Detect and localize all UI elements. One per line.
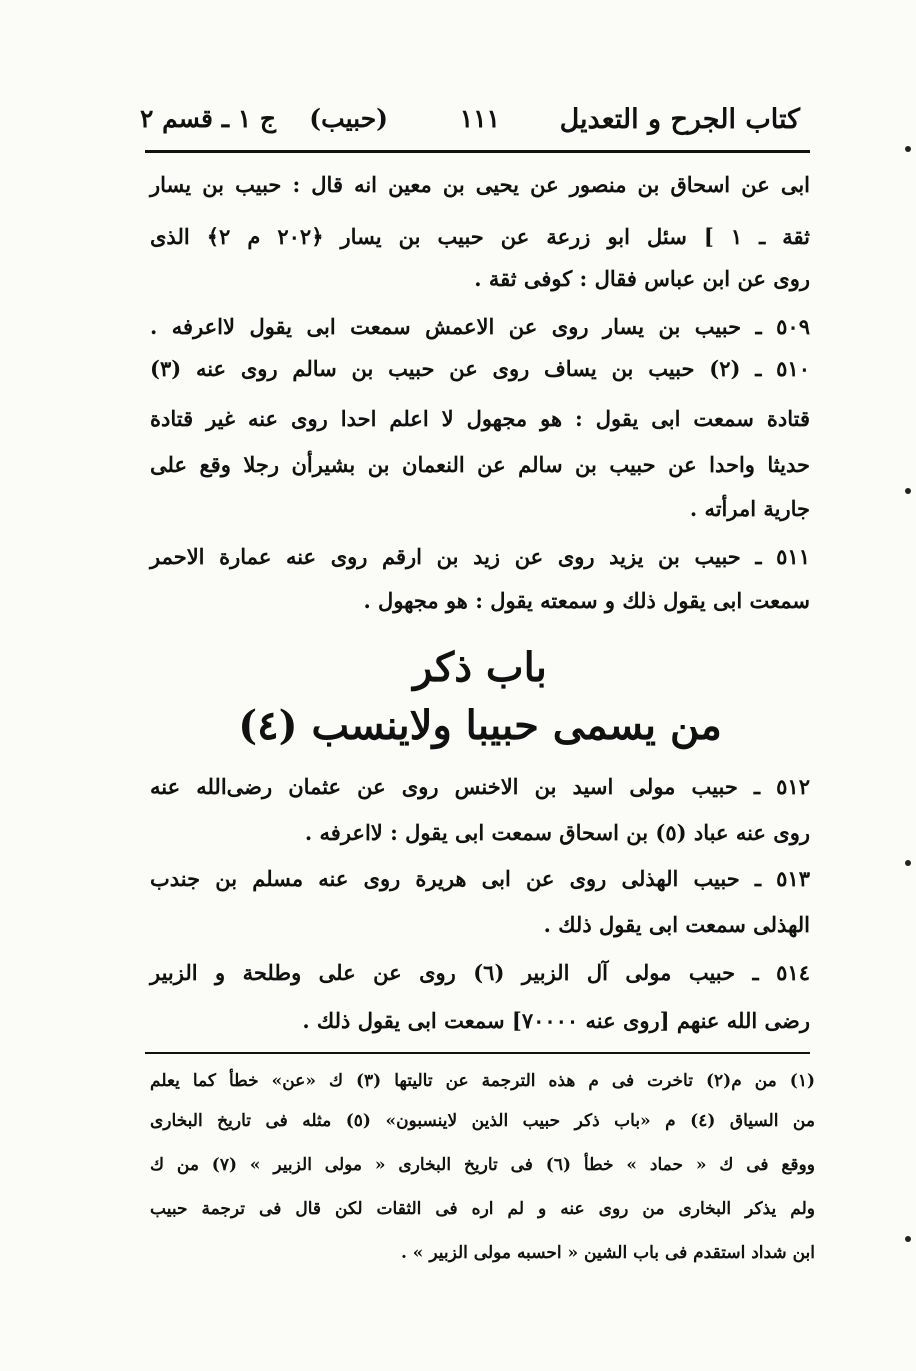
footnote-line: ابن شداد استقدم فى باب الشين « احسبه مولى الزبير » . (400, 1243, 815, 1263)
header-part: ج ١ ـ قسم ٢ (139, 104, 276, 133)
body-line: روى عن ابن عباس فقال : كوفى ثقة . (474, 266, 810, 291)
body-line: ثقة ـ ١ ] سئل ابو زرعة عن حبيب بن يسار ﴿٢٠٢ م ٢﴾ الذى (150, 224, 811, 249)
footnote-rule (145, 1052, 810, 1054)
body-line: جارية امرأته . (689, 496, 810, 521)
body-line: روى عنه عباد (٥) بن اسحاق سمعت ابى يقول : لااعرفه . (304, 820, 810, 845)
entry-510: ٥١٠ ـ (٢) حبيب بن يساف روى عن حبيب بن سالم روى عنه (٣) (150, 356, 810, 381)
chapter-subtitle: من يسمى حبيبا ولاينسب (٤) (238, 702, 722, 749)
scan-speck (905, 146, 911, 152)
body-line: سمعت ابى يقول ذلك و سمعته يقول : هو مجهول . (363, 588, 810, 613)
entry-509: ٥٠٩ ـ حبيب بن يسار روى عن الاعمش سمعت ابى يقول لااعرفه . (150, 314, 810, 339)
header-topic: (حبيب) (309, 104, 388, 133)
body-line: قتادة سمعت ابى يقول : هو مجهول لا اعلم احدا روى عنه غير قتادة (150, 406, 810, 431)
scan-speck (905, 860, 911, 866)
entry-511: ٥١١ ـ حبيب بن يزيد روى عن زيد بن ارقم روى عنه عمارة الاحمر (150, 544, 810, 569)
page-number: ١١١ (459, 104, 500, 133)
body-line: ابى عن اسحاق بن منصور عن يحيى بن معين انه قال : حبيب بن يسار (150, 172, 810, 197)
scan-speck (905, 1236, 911, 1242)
entry-513: ٥١٣ ـ حبيب الهذلى روى عن ابى هريرة روى عنه مسلم بن جندب (150, 866, 810, 891)
footnote-line: ولم يذكر البخارى من روى عنه و لم اره فى الثقات لكن قال فى ترجمة حبيب (150, 1199, 815, 1219)
body-line: الهذلى سمعت ابى يقول ذلك . (543, 912, 810, 937)
footnote-line: (١) من م(٢) تاخرت فى م هذه الترجمة عن تاليتها (٣) ك «عن» خطأ كما يعلم (150, 1071, 816, 1091)
header-rule (145, 150, 810, 153)
running-header (139, 96, 800, 146)
body-line: حديثا واحدا عن حبيب بن سالم عن النعمان بن بشيرأن رجلا وقع على (150, 452, 810, 477)
footnote-line: من السياق (٤) م «باب ذكر حبيب الذين لاينسبون» (٥) مثله فى تاريخ البخارى (150, 1111, 815, 1131)
footnote-line: ووقع فى ك « حماد » خطأ (٦) فى تاريخ البخارى « مولى الزبير » (٧) من ك (150, 1155, 815, 1175)
entry-512: ٥١٢ ـ حبيب مولى اسيد بن الاخنس روى عن عثمان رضى‌الله عنه (150, 774, 810, 799)
body-line: رضى الله عنهم [روى عنه ٧٠٠٠٠] سمعت ابى يقول ذلك . (302, 1008, 810, 1033)
chapter-title: باب ذكر (413, 644, 547, 691)
scan-speck (905, 488, 911, 494)
entry-514: ٥١٤ ـ حبيب مولى آل الزبير (٦) روى عن على وطلحة و الزبير (150, 960, 810, 985)
book-title: كتاب الجرح و التعديل (559, 104, 800, 135)
